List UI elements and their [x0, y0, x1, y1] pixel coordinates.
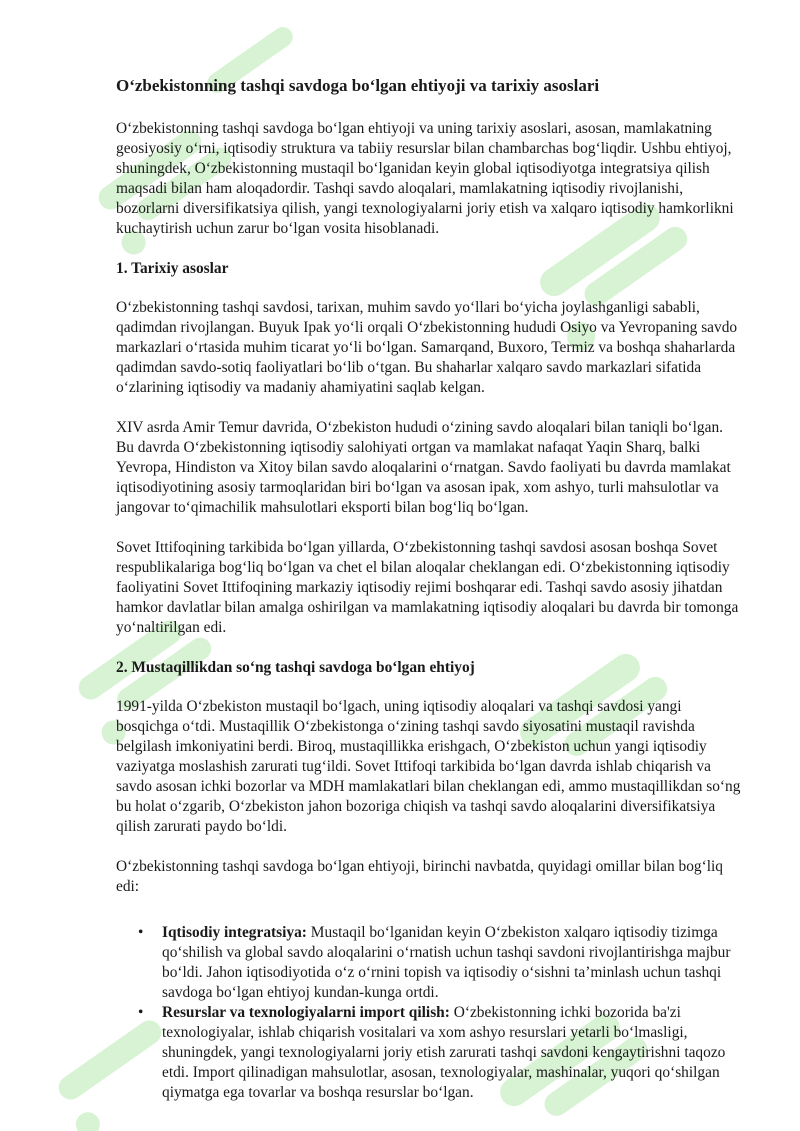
section-1-paragraph-2: XIV asrda Amir Temur davrida, O‘zbekiston hududi o‘zining savdo aloqalari bilan taniqli bo‘lgan. Bu davrda O‘zbekistonning iqtisodiy salohiyati ortgan va mamlakat nafaqat Yaqin Sharq, balki Yevropa, Hindiston va Xitoy bilan savdo aloqalarini o‘rnatgan. Savdo faoliyati bu davrda mamlakat iqtisodiyotining asosiy tarmoqlaridan biri bo‘lgan va asosan ipak, xom ashyo, turli mahsulotlar va jangovar to‘qimachilik mahsulotlari eksporti bilan bog‘liq bo‘lgan.	[116, 419, 731, 516]
intro-paragraph: O‘zbekistonning tashqi savdoga bo‘lgan ehtiyoji va uning tarixiy asoslari, asosan, mamlakatning geosiyosiy o‘rni, iqtisodiy struktura va tabiiy resurslar bilan chambarchas bog‘liqdir. Ushbu ehtiyoj, shuningdek, O‘zbekistonning mustaqil bo‘lganidan keyin global iqtisodiyotga integratsiya qilish maqsadi bilan ham aloqadordir. Tashqi savdo aloqalari, mamlakatning iqtisodiy rivojlanishi, bozorlarni diversifikatsiya qilish, yangi texnologiyalarni joriy etish va xalqaro iqtisodiy hamkorlikni kuchaytirish uchun zarur bo‘lgan vosita hisoblanadi.	[116, 120, 734, 237]
list-item	[138, 1003, 744, 1103]
list-item-text: Mustaqil bo‘lganidan keyin O‘zbekiston xalqaro iqtisodiy tizimga qo‘shilish va global savdo aloqalarini o‘rnatish uchun tashqi savdoni rivojlantirishga majbur bo‘ldi. Jahon iqtisodiyotida o‘z o‘rnini topish va iqtisodiy o‘sishni ta’minlash uchun tashqi savdoga bo‘lgan ehtiyoj kundan-kunga ortdi.	[162, 924, 731, 1001]
document-title: O‘zbekistonning tashqi savdoga bo‘lgan ehtiyoji va tarixiy asoslari	[116, 76, 600, 95]
bullet-marker: •	[138, 924, 144, 941]
section-2-paragraph-2: O‘zbekistonning tashqi savdoga bo‘lgan ehtiyoji, birinchi navbatda, quyidagi omillar bilan bog‘liq edi:	[116, 858, 723, 895]
section-1-paragraph-1: O‘zbekistonning tashqi savdosi, tarixan, muhim savdo yo‘llari bo‘yicha joylashganligi sababli, qadimdan rivojlangan. Buyuk Ipak yo‘li orqali O‘zbekistonning hududi Osiyo va Yevropaning savdo markazlari o‘rtasida muhim ticarat yo‘li bo‘lgan. Samarqand, Buxoro, Termiz va boshqa shaharlarda qadimdan savdo-sotiq faoliyatlari bo‘lib o‘tgan. Bu shaharlar xalqaro savdo markazlari sifatida o‘zlarining iqtisodiy va madaniy ahamiyatini saqlab kelgan.	[116, 299, 738, 396]
bullet-marker: •	[138, 1004, 144, 1021]
section-2-paragraph-1: 1991-yilda O‘zbekiston mustaqil bo‘lgach, uning iqtisodiy aloqalari va tashqi savdosi yangi bosqichga o‘tdi. Mustaqillik O‘zbekistonga o‘zining tashqi savdo siyosatini mustaqil ravishda belgilash imkoniyatini berdi. Biroq, mustaqillikka erishgach, O‘zbekiston uchun yangi iqtisodiy vaziyatga moslashish zarurati tug‘ildi. Sovet Ittifoqi tarkibida bo‘lgan davrda ishlab chiqarish va savdo asosan ichki bozorlar va MDH mamlakatlari bilan cheklangan edi, ammo mustaqillikdan so‘ng bu holat o‘zgarib, O‘zbekiston jahon bozoriga chiqish va tashqi savdo aloqalarini diversifikatsiya qilish zarurati paydo bo‘ldi.	[116, 698, 741, 835]
section-1-paragraph-3: Sovet Ittifoqining tarkibida bo‘lgan yillarda, O‘zbekistonning tashqi savdosi asosan boshqa Sovet respublikalariga bog‘liq bo‘lgan va chet el bilan aloqalar cheklangan edi. O‘zbekistonning iqtisodiy faoliyatini Sovet Ittifoqining markaziy iqtisodiy rejimi boshqarar edi. Tashqi savdo asosiy jihatdan hamkor davlatlar bilan amalga oshirilgan va mamlakatning iqtisodiy aloqalari bu davrda bir tomonga yo‘naltirilgan edi.	[116, 539, 739, 636]
document-body	[116, 74, 744, 1103]
section-2-heading: 2. Mustaqillikdan so‘ng tashqi savdoga bo‘lgan ehtiyoj	[116, 659, 475, 676]
list-item-lead: Iqtisodiy integratsiya:	[162, 924, 307, 941]
list-item-lead: Resurslar va texnologiyalarni import qilish:	[162, 1004, 450, 1021]
list-item	[138, 923, 744, 1003]
factors-list	[116, 923, 744, 1103]
list-item-text: O‘zbekistonning ichki bozorida ba'zi texnologiyalar, ishlab chiqarish vositalari va xom ashyo resurslari yetarli bo‘lmasligi, shuningdek, yangi texnologiyalarni joriy etish zarurati tashqi savdoni kengaytirishni taqozo etdi. Import qilinadigan mahsulotlar, asosan, texnologiyalar, mashinalar, yuqori qo‘shilgan qiymatga ega tovarlar va boshqa resurslar bo‘lgan.	[162, 1004, 726, 1101]
section-1-heading: 1. Tarixiy asoslar	[116, 260, 229, 277]
